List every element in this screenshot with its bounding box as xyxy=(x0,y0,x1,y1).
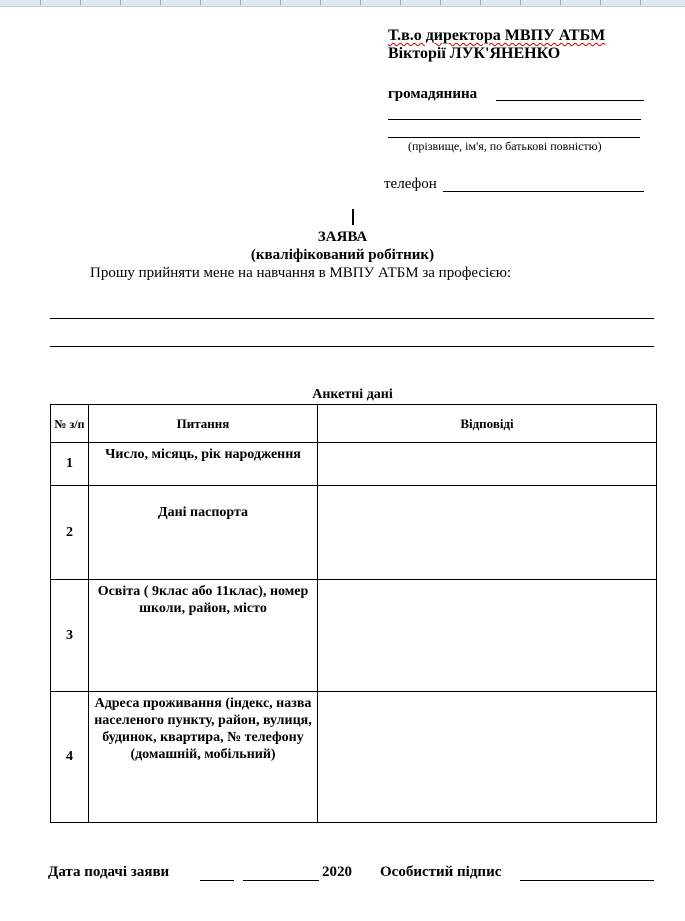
ruler-tick xyxy=(600,0,601,5)
ruler-tick xyxy=(320,0,321,5)
table-row xyxy=(51,443,657,486)
signature-line[interactable] xyxy=(520,880,654,881)
citizen-label: громадянина xyxy=(388,86,478,102)
signature-label: Особистий підпис xyxy=(380,864,502,880)
row-question: Дані паспорта xyxy=(89,486,318,580)
text-cursor xyxy=(352,209,354,225)
row-num: 2 xyxy=(51,486,89,580)
name-hint: (прізвище, ім'я, по батькові повністю) xyxy=(408,139,602,153)
ruler-tick xyxy=(120,0,121,5)
ruler-tick xyxy=(480,0,481,5)
date-year: 2020 xyxy=(322,864,352,880)
phone-line[interactable] xyxy=(443,191,644,192)
date-day-line[interactable] xyxy=(200,880,234,881)
ruler-tick xyxy=(360,0,361,5)
document-title: ЗАЯВА xyxy=(317,229,368,245)
row-answer-cell[interactable] xyxy=(318,692,657,823)
addressee-line2: Вікторії ЛУК'ЯНЕНКО xyxy=(388,45,561,62)
row-answer-cell[interactable] xyxy=(318,486,657,580)
header-question: Питання xyxy=(89,405,318,443)
citizen-name-line-3[interactable] xyxy=(388,137,640,138)
profession-line-1[interactable] xyxy=(50,318,654,319)
phone-label: телефон xyxy=(384,176,437,192)
profession-line-2[interactable] xyxy=(50,346,654,347)
ruler-tick xyxy=(280,0,281,5)
row-question: Адреса проживання (індекс, назва населеного пункту, район, вулиця, будинок, квартира, № телефону (домашній, мобільний) xyxy=(89,692,318,823)
ruler-tick xyxy=(640,0,641,5)
date-label: Дата подачі заяви xyxy=(48,864,170,880)
table-row xyxy=(51,692,657,823)
date-month-line[interactable] xyxy=(243,880,319,881)
addressee-line1 xyxy=(388,27,605,45)
citizen-name-line-2[interactable] xyxy=(388,119,641,120)
ruler-tick xyxy=(160,0,161,5)
table-row xyxy=(51,580,657,692)
addressee-line1-text: Т.в.о директора МВПУ АТБМ xyxy=(388,27,606,44)
header-num: № з/п xyxy=(51,405,89,443)
table-row xyxy=(51,486,657,580)
table-header-row xyxy=(51,405,657,443)
row-answer-cell[interactable] xyxy=(318,580,657,692)
header-answer: Відповіді xyxy=(318,405,657,443)
questionnaire-title: Анкетні дані xyxy=(312,387,393,402)
ruler-tick xyxy=(200,0,201,5)
row-question: Число, місяць, рік народження xyxy=(89,443,318,486)
ruler-tick xyxy=(560,0,561,5)
document-subtitle: (кваліфікований робітник) xyxy=(250,247,435,263)
ruler-tick xyxy=(80,0,81,5)
request-text: Прошу прийняти мене на навчання в МВПУ АТБМ за професією: xyxy=(90,265,512,281)
row-num: 3 xyxy=(51,580,89,692)
ruler-tick xyxy=(400,0,401,5)
ruler-tick xyxy=(40,0,41,5)
ruler-tick xyxy=(440,0,441,5)
ruler xyxy=(0,0,685,7)
row-num: 4 xyxy=(51,692,89,823)
questionnaire-table xyxy=(50,404,657,823)
citizen-name-line[interactable] xyxy=(496,100,644,101)
row-answer-cell[interactable] xyxy=(318,443,657,486)
ruler-tick xyxy=(240,0,241,5)
ruler-tick xyxy=(520,0,521,5)
row-question-text: Освіта ( 9клас або 11клас), номер школи, район, місто xyxy=(97,584,309,616)
row-question xyxy=(89,580,318,692)
row-num: 1 xyxy=(51,443,89,486)
